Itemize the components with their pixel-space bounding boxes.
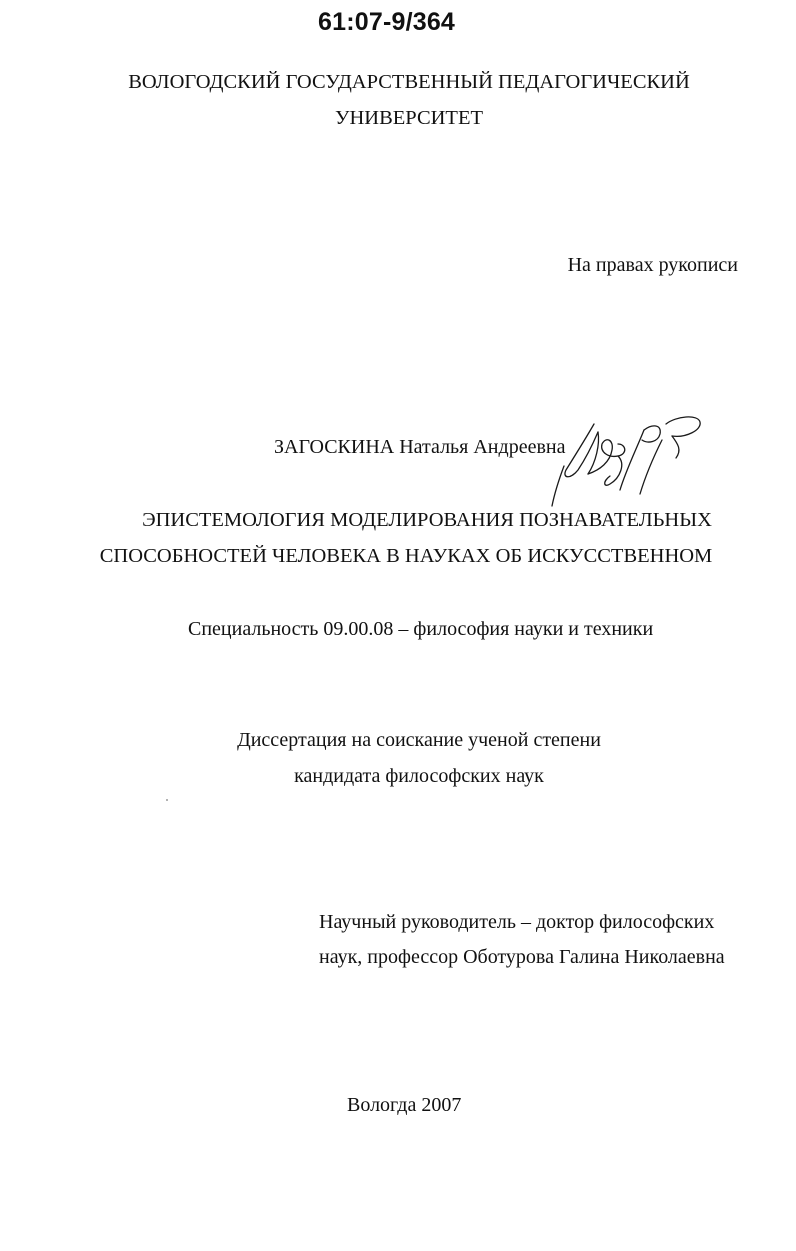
university-name-line-2: УНИВЕРСИТЕТ [334,107,483,129]
scan-speck [166,799,168,801]
thesis-title-line-1: ЭПИСТЕМОЛОГИЯ МОДЕЛИРОВАНИЯ ПОЗНАВАТЕЛЬНЫХ [142,509,712,531]
handwritten-signature [548,410,713,510]
city-year: Вологда 2007 [347,1094,462,1116]
catalog-code: 61:07-9/364 [318,8,456,36]
supervisor-line-2: наук, профессор Оботурова Галина Николаевна [319,946,725,968]
university-name-line-1: ВОЛОГОДСКИЙ ГОСУДАРСТВЕННЫЙ ПЕДАГОГИЧЕСКИЙ [128,71,690,93]
degree-line-1: Диссертация на соискание ученой степени [237,729,601,751]
supervisor-line-1: Научный руководитель – доктор философских [319,911,715,933]
author-name: ЗАГОСКИНА Наталья Андреевна [274,436,566,458]
degree-line-2: кандидата философских наук [294,765,544,787]
rights-note: На правах рукописи [567,254,738,276]
thesis-title-line-2: СПОСОБНОСТЕЙ ЧЕЛОВЕКА В НАУКАХ ОБ ИСКУССТВЕННОМ [99,545,713,567]
specialty: Специальность 09.00.08 – философия науки и техники [188,618,654,640]
